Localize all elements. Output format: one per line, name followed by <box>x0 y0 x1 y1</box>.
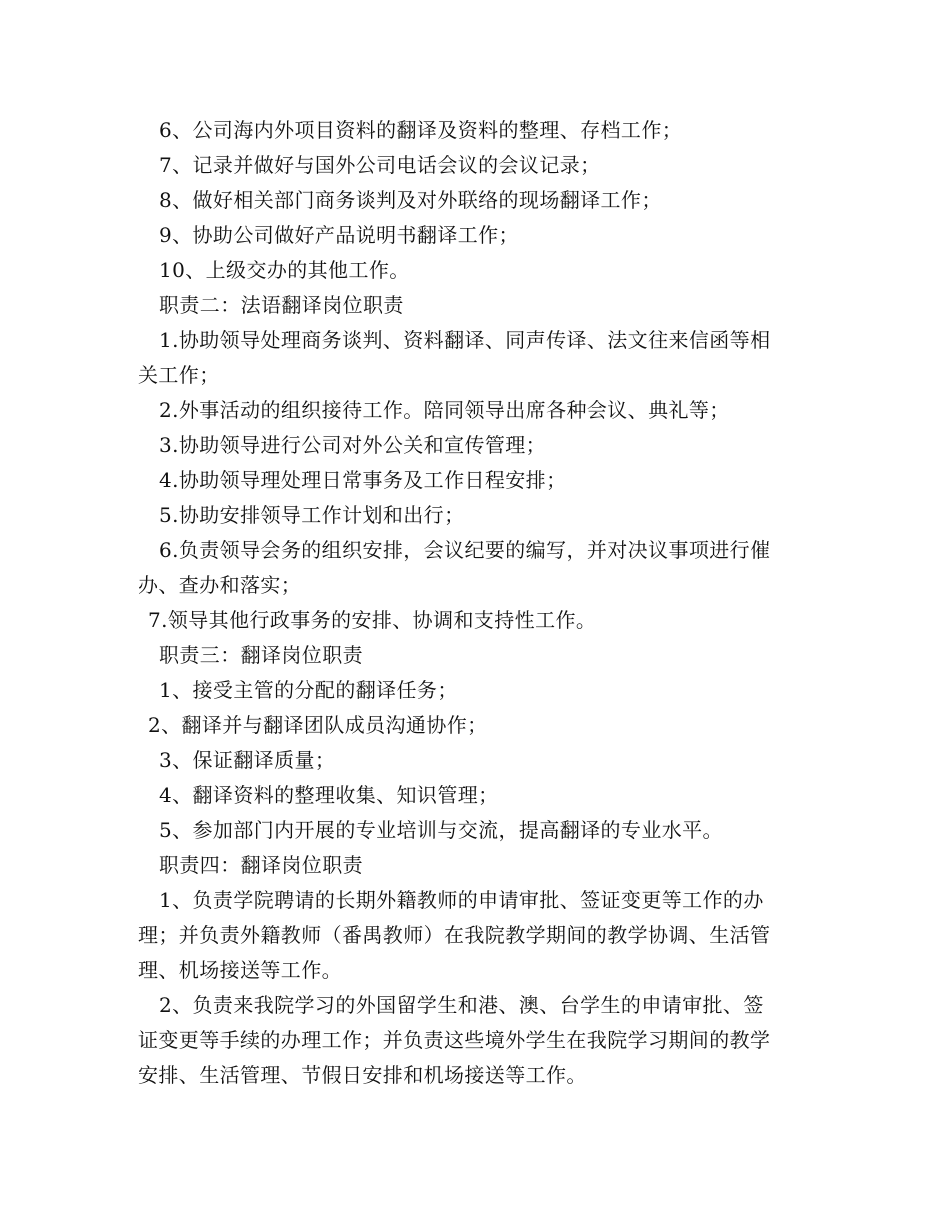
section-heading: 职责四：翻译岗位职责 <box>159 853 363 877</box>
section-heading: 职责三：翻译岗位职责 <box>159 643 363 667</box>
list-item: 4.协助领导理处理日常事务及工作日程安排； <box>159 468 567 492</box>
list-item-continuation: 办、查办和落实； <box>138 573 302 597</box>
list-item-continuation: 安排、生活管理、节假日安排和机场接送等工作。 <box>138 1063 587 1087</box>
list-item: 6、公司海内外项目资料的翻译及资料的整理、存档工作； <box>159 118 683 142</box>
list-item: 7、记录并做好与国外公司电话会议的会议记录； <box>159 153 601 177</box>
list-item: 9、协助公司做好产品说明书翻译工作； <box>159 223 519 247</box>
document-body <box>138 113 814 1093</box>
list-item-continuation: 理、机场接送等工作。 <box>138 958 342 982</box>
list-item-continuation: 理；并负责外籍教师（番禺教师）在我院教学期间的教学协调、生活管 <box>138 923 771 947</box>
list-item: 8、做好相关部门商务谈判及对外联络的现场翻译工作； <box>159 188 662 212</box>
section-heading: 职责二：法语翻译岗位职责 <box>159 293 404 317</box>
list-item: 1、负责学院聘请的长期外籍教师的申请审批、签证变更等工作的办 <box>159 888 764 912</box>
list-item: 5、参加部门内开展的专业培训与交流，提高翻译的专业水平。 <box>159 818 723 842</box>
list-item: 10、上级交办的其他工作。 <box>159 258 410 282</box>
list-item: 3、保证翻译质量； <box>159 748 336 772</box>
list-item: 1.协助领导处理商务谈判、资料翻译、同声传译、法文往来信函等相 <box>159 328 771 352</box>
list-item: 3.协助领导进行公司对外公关和宣传管理； <box>159 433 547 457</box>
list-item-continuation: 证变更等手续的办理工作；并负责这些境外学生在我院学习期间的教学 <box>138 1028 771 1052</box>
list-item: 2、负责来我院学习的外国留学生和港、澳、台学生的申请审批、签 <box>159 993 764 1017</box>
list-item: 5.协助安排领导工作计划和出行； <box>159 503 465 527</box>
list-item: 1、接受主管的分配的翻译任务； <box>159 678 458 702</box>
list-item: 2.外事活动的组织接待工作。陪同领导出席各种会议、典礼等； <box>159 398 730 422</box>
list-item: 4、翻译资料的整理收集、知识管理； <box>159 783 499 807</box>
list-item: 2、翻译并与翻译团队成员沟通协作； <box>148 713 488 737</box>
list-item-continuation: 关工作； <box>138 363 220 387</box>
list-item: 7.领导其他行政事务的安排、协调和支持性工作。 <box>148 608 597 632</box>
list-item: 6.负责领导会务的组织安排，会议纪要的编写，并对决议事项进行催 <box>159 538 771 562</box>
